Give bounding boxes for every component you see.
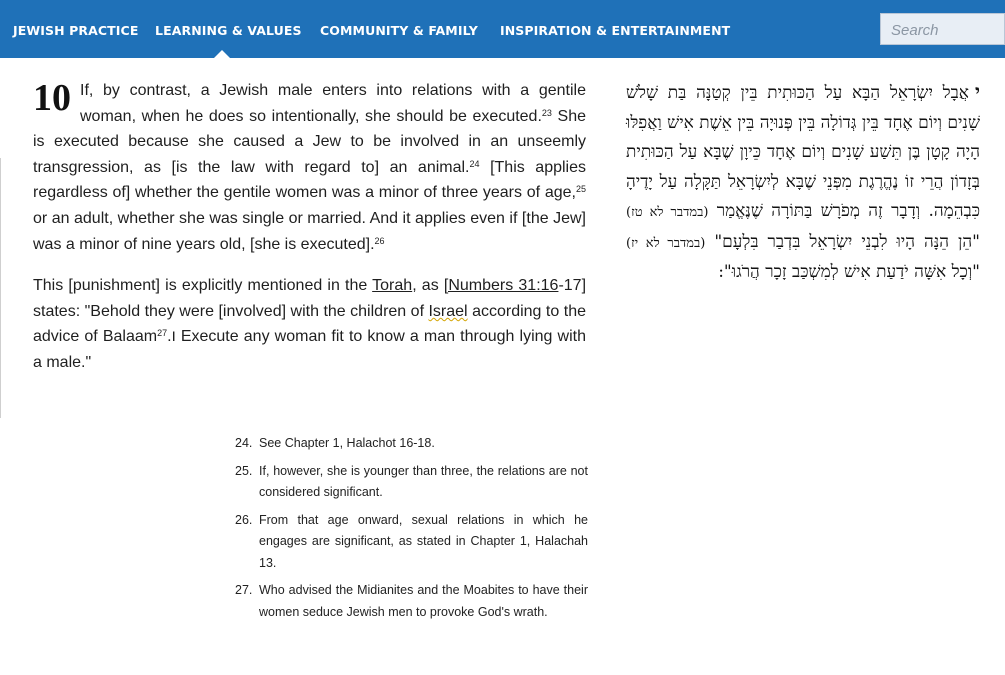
footnote-text: From that age onward, sexual relations in which he engages are significant, as stated in Chapter 1, Halachah 13. bbox=[259, 512, 588, 570]
translation-text: or an adult, whether she was single or married. And it applies even if [the Jew] was a minor of nine years old, [she is executed]. bbox=[33, 209, 586, 253]
footnotes-list bbox=[235, 433, 588, 629]
translation-paragraph-1 bbox=[33, 78, 586, 257]
translation-paragraph-2 bbox=[33, 273, 586, 375]
footnote-item bbox=[235, 433, 588, 455]
hebrew-citation: (במדבר לא טז) bbox=[626, 205, 709, 220]
left-divider bbox=[0, 158, 1, 418]
footnote-text: See Chapter 1, Halachot 16-18. bbox=[259, 436, 435, 450]
footnote-item bbox=[235, 461, 588, 504]
footnote-text: If, however, she is younger than three, the relations are not considered significant. bbox=[259, 463, 588, 499]
hebrew-text: אֲבָל יִשְׂרָאֵל הַבָּא עַל הַכּוּתִית בֵּין קְטַנָּה בַּת שָׁלֹשׁ שָׁנִים וְיוֹם אֶחָד בֵּין גְּדוֹלָה בֵּין פְּנוּיָה בֵּין אֵשֶׁת אִישׁ וַאֲפִלּוּ הָיָה קָטָן בֶּן תֵּשַׁע שָׁנִים וְיוֹם אֶחָד כֵּיוָן שֶׁבָּא עַל הַכּוּתִית בְּזָדוֹן הֲרֵי זוֹ נֶהֱרֶגֶת מִפְּנֵי שֶׁבָּא לְיִשְׂרָאֵל תַּקָּלָה עַל יָדֶיהָ כִּבְהֵמָה. וְדָבָר זֶה מְפֹרָשׁ בַּתּוֹרָה שֶׁנֶּאֱמַר bbox=[626, 83, 980, 221]
footnote-number: 24. bbox=[235, 436, 253, 450]
footnote-ref-25[interactable]: 25 bbox=[575, 184, 586, 195]
hebrew-citation: (במדבר לא יז) bbox=[626, 235, 706, 251]
translation-text: , as bbox=[412, 277, 444, 295]
translation-text: [This applies regardless of] whether the gentile women was a minor of three years of age, bbox=[33, 158, 586, 202]
footnote-number: 27. bbox=[235, 583, 253, 597]
hebrew-text: "וְכָל אִשָּׁה יֹדַעַת אִישׁ לְמִשְׁכַּב זָכָר הֲרֹגוּ": bbox=[718, 262, 980, 282]
top-navigation-bar bbox=[0, 0, 1005, 58]
english-translation bbox=[33, 78, 586, 376]
footnote-ref-26[interactable]: 26 bbox=[374, 235, 385, 246]
more-icon[interactable]: ... bbox=[963, 49, 975, 60]
hebrew-halacha-letter: י bbox=[975, 81, 980, 103]
hebrew-text: "הֵן הֵנָּה הָיוּ לִבְנֵי יִשְׂרָאֵל בִּדְבַר בִּלְעָם" bbox=[705, 231, 980, 252]
hebrew-original bbox=[626, 78, 980, 288]
translation-text: .ו Execute any woman fit to know a man through lying with a male." bbox=[33, 328, 587, 371]
nav-item-jewish-practice[interactable]: JEWISH PRACTICE bbox=[13, 23, 139, 38]
footnote-ref-24[interactable]: 24 bbox=[469, 158, 480, 169]
nav-item-inspiration-entertainment[interactable]: INSPIRATION & ENTERTAINMENT bbox=[500, 23, 731, 38]
active-nav-caret-icon bbox=[214, 50, 230, 58]
translation-text: She is executed because she caused a Jew to be involved in an unseemly transgression, as [is the law with regard to] an animal. bbox=[33, 107, 586, 176]
footnote-item bbox=[235, 580, 588, 623]
search-input[interactable]: Search bbox=[880, 13, 1005, 45]
footnote-number: 26. bbox=[235, 512, 253, 527]
nav-item-community-family[interactable]: COMMUNITY & FAMILY bbox=[320, 23, 478, 38]
footnote-number: 25. bbox=[235, 463, 253, 478]
footnote-ref-23[interactable]: 23 bbox=[541, 107, 552, 118]
israel-word: Israel bbox=[428, 302, 468, 320]
footnote-text: Who advised the Midianites and the Moabites to have their women seduce Jewish men to provoke God's wrath. bbox=[259, 583, 588, 619]
nav-item-learning-values[interactable]: LEARNING & VALUES bbox=[155, 23, 302, 38]
translation-text: -17] states: "Behold they were [involved] with the children of bbox=[33, 277, 587, 320]
translation-text: This [punishment] is explicitly mentioned in the bbox=[33, 277, 373, 295]
numbers-link[interactable]: [Numbers 31:16 bbox=[443, 277, 559, 295]
translation-text: according to the advice of Balaam bbox=[33, 302, 586, 346]
translation-text: If, by contrast, a Jewish male enters into relations with a gentile woman, when he does so intentionally, she should be executed. bbox=[80, 82, 586, 125]
footnote-item bbox=[235, 510, 588, 575]
halacha-number: 10 bbox=[33, 77, 71, 119]
torah-link[interactable]: Torah bbox=[372, 277, 413, 295]
footnote-ref-27[interactable]: 27 bbox=[157, 328, 168, 339]
